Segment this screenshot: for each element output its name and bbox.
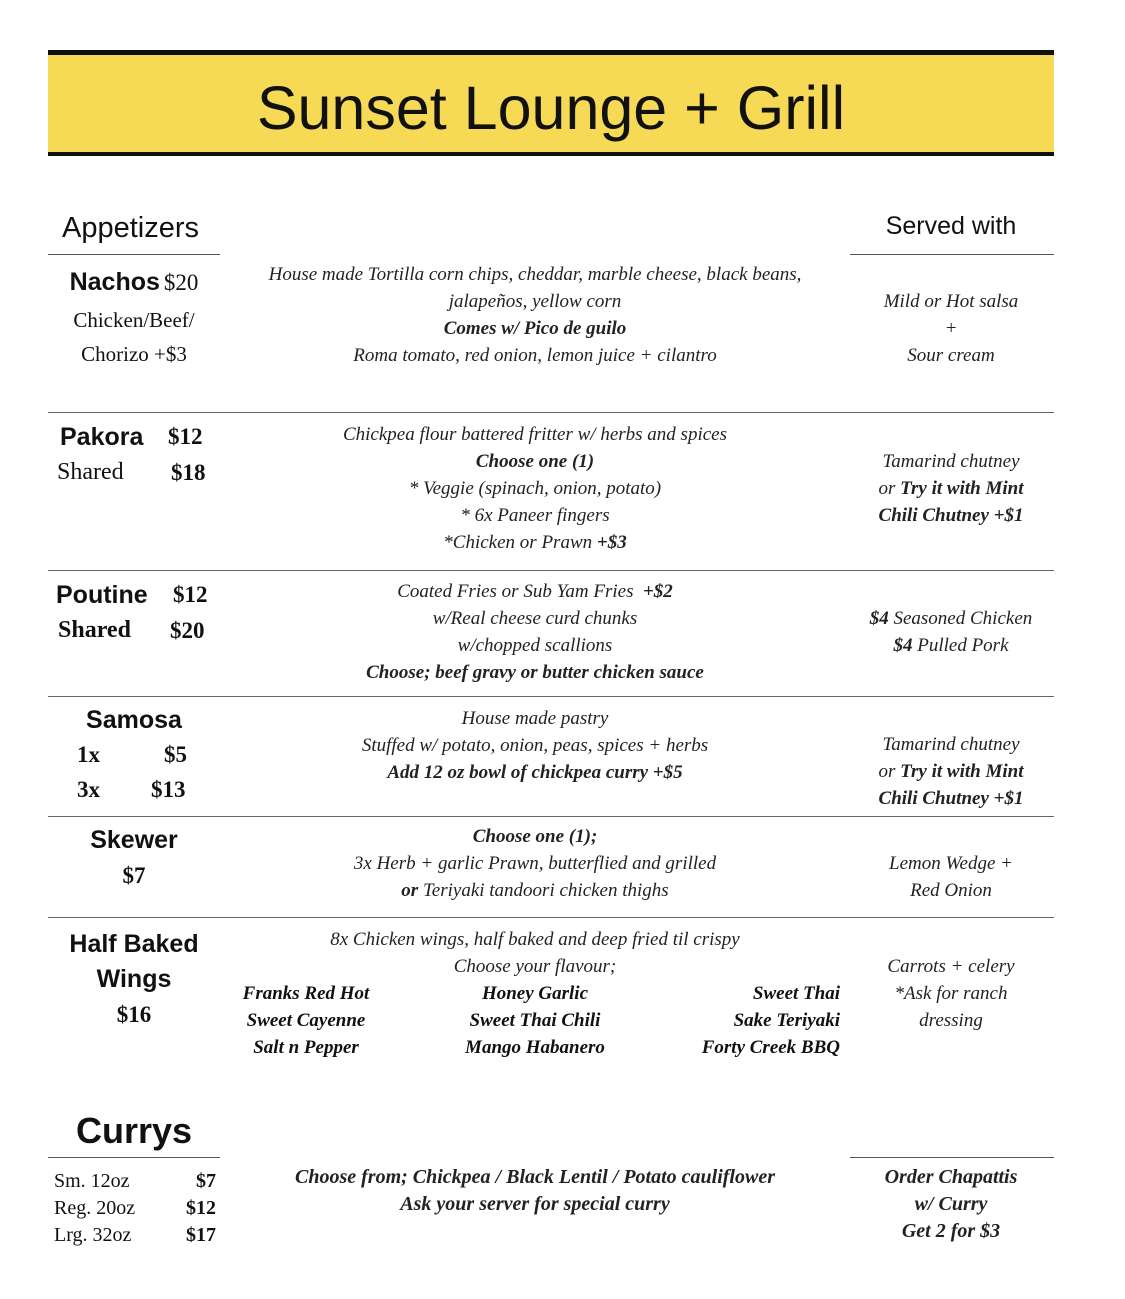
flavour-item: Sweet Thai Chili xyxy=(469,1010,601,1031)
desc-line: * Veggie (spinach, onion, potato) xyxy=(408,478,662,499)
pakora-description xyxy=(230,421,840,556)
pakora-served-with xyxy=(850,448,1052,529)
curry-size-row xyxy=(54,1195,216,1222)
nachos-option-1: Chicken/Beef/ xyxy=(73,308,195,332)
samosa-served-with xyxy=(850,731,1052,812)
pakora-name: Pakora xyxy=(60,423,144,451)
flavour-item: Forty Creek BBQ xyxy=(701,1037,840,1058)
curry-size: Reg. 20oz xyxy=(54,1197,136,1219)
currys-sizes xyxy=(54,1168,216,1249)
side-line: Sour cream xyxy=(907,345,995,366)
flavour-item: Sake Teriyaki xyxy=(733,1010,840,1031)
side-price: $4 xyxy=(869,608,889,629)
wings-flavours-col-3 xyxy=(660,980,840,1061)
desc-surcharge: +$3 xyxy=(596,532,627,553)
skewer-served-with xyxy=(850,850,1052,904)
desc-line: Choose one (1); xyxy=(472,826,598,847)
samosa-qty-3: 3x xyxy=(77,777,100,802)
currys-description xyxy=(230,1164,840,1218)
row-divider xyxy=(48,570,1054,571)
flavour-item: Honey Garlic xyxy=(481,983,589,1004)
side-text: Try it with Mint xyxy=(900,478,1024,499)
desc-text: or xyxy=(401,880,419,901)
curry-price: $17 xyxy=(186,1224,216,1246)
poutine-shared-label: Shared xyxy=(58,617,131,643)
currys-served-underline xyxy=(850,1157,1054,1158)
wings-name-2: Wings xyxy=(96,965,172,993)
desc-text: *Chicken or Prawn xyxy=(443,532,593,553)
desc-line: House made Tortilla corn chips, cheddar, marble cheese, black beans, xyxy=(268,264,802,285)
row-divider xyxy=(48,917,1054,918)
desc-line: Ask your server for special curry xyxy=(400,1193,670,1215)
skewer-name: Skewer xyxy=(90,826,178,854)
side-line: w/ Curry xyxy=(914,1193,988,1215)
desc-line: 8x Chicken wings, half baked and deep fried til crispy xyxy=(330,929,740,950)
side-line: Red Onion xyxy=(910,880,992,901)
appetizers-underline xyxy=(48,254,220,255)
side-line: Carrots + celery xyxy=(887,956,1015,977)
wings-name-1: Half Baked xyxy=(69,930,199,958)
poutine-description xyxy=(230,578,840,686)
side-text: Pulled Pork xyxy=(917,635,1009,656)
flavour-item: Sweet Thai xyxy=(752,983,840,1004)
flavour-item: Salt n Pepper xyxy=(253,1037,359,1058)
skewer-description xyxy=(230,823,840,904)
side-line: Order Chapattis xyxy=(884,1166,1018,1188)
curry-size-row xyxy=(54,1168,216,1195)
samosa-name: Samosa xyxy=(86,706,182,734)
desc-text: Coated Fries or Sub Yam Fries xyxy=(397,581,634,602)
samosa-qty-1: 1x xyxy=(77,742,100,767)
side-line: Get 2 for $3 xyxy=(901,1220,1001,1242)
row-divider xyxy=(48,412,1054,413)
side-text: or xyxy=(878,761,896,782)
title-banner xyxy=(48,50,1054,156)
curry-size: Lrg. 32oz xyxy=(54,1224,132,1246)
side-line: Chili Chutney +$1 xyxy=(878,788,1024,809)
pakora-price: $12 xyxy=(168,424,203,449)
samosa-price-3: $13 xyxy=(151,777,186,802)
side-text: Seasoned Chicken xyxy=(893,608,1033,629)
desc-line: Add 12 oz bowl of chickpea curry +$5 xyxy=(387,762,683,783)
wings-title xyxy=(48,927,220,1032)
desc-text: Teriyaki tandoori chicken thighs xyxy=(422,880,669,901)
side-price: $4 xyxy=(893,635,913,656)
wings-flavours-col-2 xyxy=(440,980,630,1061)
desc-line: Comes w/ Pico de guilo xyxy=(443,318,627,339)
wings-flavours-col-1 xyxy=(226,980,386,1061)
samosa-description xyxy=(230,705,840,786)
poutine-price: $12 xyxy=(173,582,208,607)
desc-line: Choose; beef gravy or butter chicken sauce xyxy=(366,662,704,683)
side-line: Lemon Wedge + xyxy=(889,853,1013,874)
flavour-item: Sweet Cayenne xyxy=(246,1010,366,1031)
desc-line: Choose from; Chickpea / Black Lentil / Potato cauliflower xyxy=(295,1166,775,1188)
curry-price: $12 xyxy=(186,1197,216,1219)
nachos-description xyxy=(230,261,840,369)
desc-line: * 6x Paneer fingers xyxy=(460,505,610,526)
side-text: Try it with Mint xyxy=(900,761,1024,782)
side-line: + xyxy=(944,318,958,339)
desc-line: Stuffed w/ potato, onion, peas, spices + herbs xyxy=(361,735,709,756)
desc-line: jalapeños, yellow corn xyxy=(448,291,622,312)
flavour-item: Franks Red Hot xyxy=(242,983,370,1004)
wings-description xyxy=(230,926,840,980)
row-divider xyxy=(48,816,1054,817)
nachos-served-with xyxy=(850,288,1052,369)
desc-line: House made pastry xyxy=(461,708,609,729)
desc-line: w/Real cheese curd chunks xyxy=(432,608,638,629)
desc-line: Roma tomato, red onion, lemon juice + cilantro xyxy=(353,345,717,366)
wings-price: $16 xyxy=(116,1002,152,1027)
curry-price: $7 xyxy=(196,1170,216,1192)
desc-line: Choose one (1) xyxy=(475,451,595,472)
desc-line: Choose your flavour; xyxy=(453,956,617,977)
nachos-name: Nachos xyxy=(69,268,160,296)
desc-line: Chickpea flour battered fritter w/ herbs and spices xyxy=(342,424,727,445)
restaurant-title: Sunset Lounge + Grill xyxy=(256,74,846,142)
poutine-served-with xyxy=(850,605,1052,659)
poutine-shared-price: $20 xyxy=(170,618,205,643)
desc-surcharge: +$2 xyxy=(642,581,673,602)
nachos-option-2: Chorizo +$3 xyxy=(81,342,187,366)
nachos-title xyxy=(48,265,220,371)
side-line: Chili Chutney +$1 xyxy=(878,505,1024,526)
appetizers-heading: Appetizers xyxy=(62,212,200,244)
row-divider xyxy=(48,696,1054,697)
pakora-shared-label: Shared xyxy=(57,459,124,485)
side-line: dressing xyxy=(919,1010,983,1031)
nachos-price: $20 xyxy=(163,270,199,295)
currys-served-with xyxy=(850,1164,1052,1245)
served-with-heading: Served with xyxy=(885,212,1017,240)
desc-line: w/chopped scallions xyxy=(457,635,613,656)
desc-line: 3x Herb + garlic Prawn, butterflied and grilled xyxy=(353,853,717,874)
currys-underline xyxy=(48,1157,220,1158)
poutine-name: Poutine xyxy=(56,581,148,609)
side-text: or xyxy=(878,478,896,499)
samosa-price-1: $5 xyxy=(164,742,187,767)
wings-served-with xyxy=(850,953,1052,1034)
currys-heading: Currys xyxy=(75,1110,193,1151)
skewer-price: $7 xyxy=(122,863,146,888)
side-line: *Ask for ranch xyxy=(894,983,1008,1004)
curry-size: Sm. 12oz xyxy=(54,1170,130,1192)
pakora-shared-price: $18 xyxy=(171,460,206,485)
side-line: Mild or Hot salsa xyxy=(883,291,1019,312)
served-with-underline xyxy=(850,254,1054,255)
side-line: Tamarind chutney xyxy=(882,451,1020,472)
side-line: Tamarind chutney xyxy=(882,734,1020,755)
flavour-item: Mango Habanero xyxy=(465,1037,605,1058)
curry-size-row xyxy=(54,1222,216,1249)
